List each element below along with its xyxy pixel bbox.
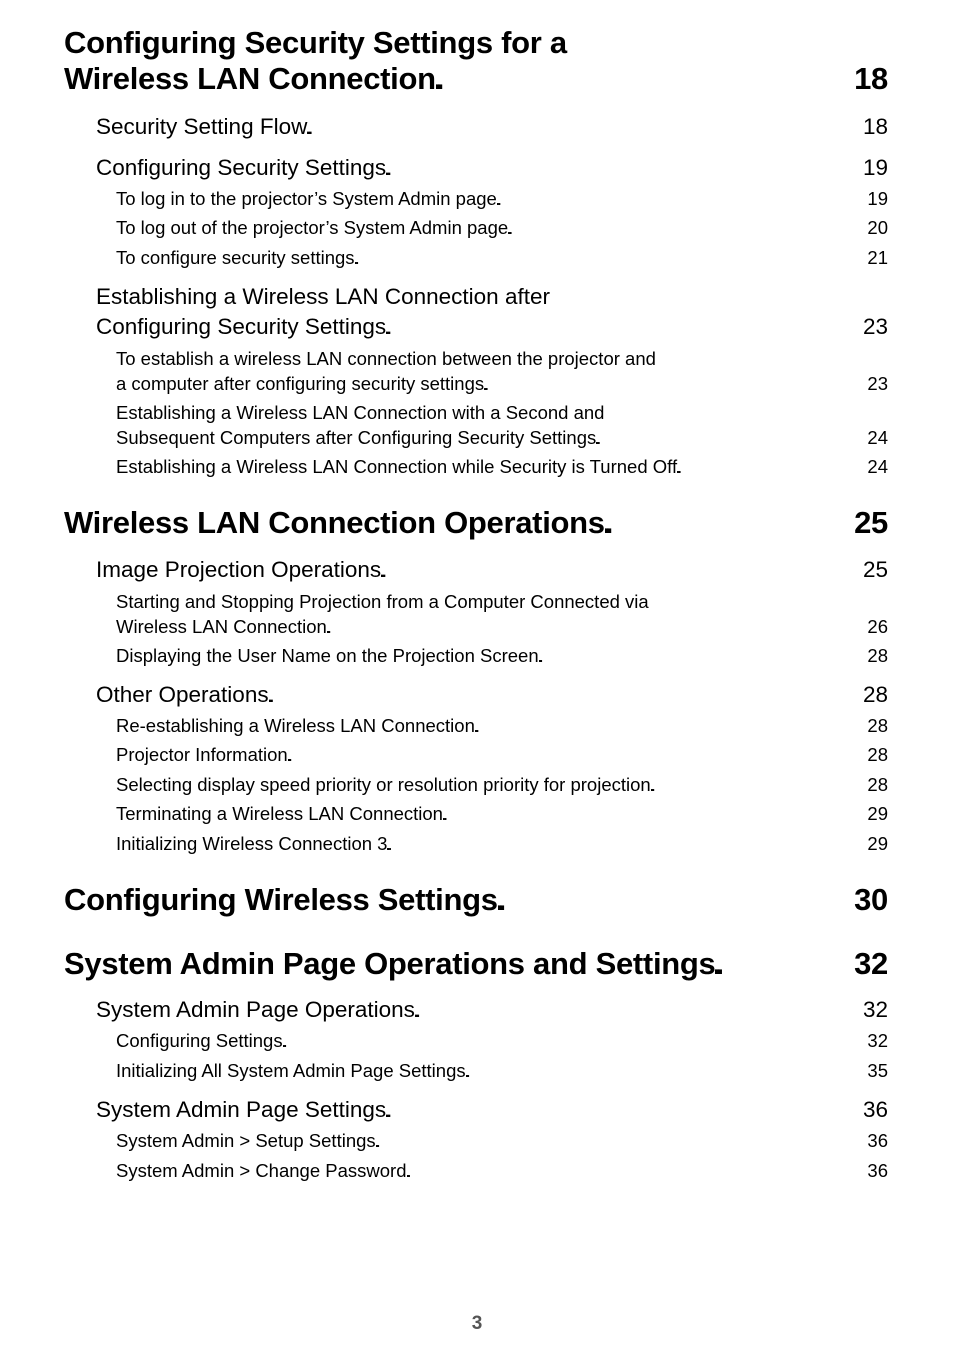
toc-entry-page: 28 xyxy=(867,715,888,736)
toc-entry-page: 32 xyxy=(854,946,888,981)
dot-leader xyxy=(381,555,863,585)
toc-entry-page: 18 xyxy=(854,61,888,96)
toc-entry-title: Security Setting Flow xyxy=(96,114,308,139)
toc-entry-level-3[interactable] xyxy=(116,1058,888,1083)
toc-entry-level-3[interactable] xyxy=(116,772,888,797)
toc-entry-title: Wireless LAN Connection Operations xyxy=(64,505,605,540)
toc-entry-title: Starting and Stopping Projection from a Computer Connected via xyxy=(116,591,649,612)
toc-entry-title: To log in to the projector’s System Admin page xyxy=(116,188,497,209)
toc-entry-level-3[interactable] xyxy=(116,400,888,450)
toc-entry-title: To log out of the projector’s System Admin page xyxy=(116,217,509,238)
dot-leader xyxy=(651,772,865,797)
dot-leader xyxy=(677,454,864,479)
toc-entry-level-3[interactable] xyxy=(116,713,888,738)
toc-entry-title: Terminating a Wireless LAN Connection xyxy=(116,803,443,824)
toc-entry-page: 28 xyxy=(867,645,888,666)
toc-entry-page: 21 xyxy=(867,247,888,268)
toc-entry-page: 28 xyxy=(867,774,888,795)
toc-entry-level-1[interactable] xyxy=(64,25,888,97)
toc-entry-title: Configuring Security Settings for a xyxy=(64,25,567,60)
toc-entry-level-3[interactable] xyxy=(116,186,888,211)
toc-entry-page: 28 xyxy=(862,682,888,707)
toc-entry-title: Establishing a Wireless LAN Connection after xyxy=(96,284,550,309)
toc-entry-level-1[interactable] xyxy=(64,505,888,541)
toc-entry-page: 23 xyxy=(862,314,888,339)
toc-entry-page: 24 xyxy=(867,456,888,477)
toc-entry-title: System Admin > Change Password xyxy=(116,1160,407,1181)
toc-entry-level-2[interactable] xyxy=(96,112,888,142)
dot-leader xyxy=(387,831,864,856)
dot-leader xyxy=(498,882,848,918)
toc-entry-level-3[interactable] xyxy=(116,831,888,856)
toc-entry-title: Wireless LAN Connection xyxy=(116,616,327,637)
toc-entry-title: Initializing Wireless Connection 3 xyxy=(116,833,388,854)
toc-entry-title: System Admin Page Operations and Settings xyxy=(64,946,716,981)
toc-entry-title: Initializing All System Admin Page Settings xyxy=(116,1060,466,1081)
toc-entry-title: Configuring Security Settings xyxy=(96,155,387,180)
toc-entry-title: System Admin Page Operations xyxy=(96,997,415,1022)
dot-leader xyxy=(283,1028,865,1053)
dot-leader xyxy=(497,186,865,211)
toc-entry-title: Configuring Wireless Settings xyxy=(64,882,498,917)
toc-entry-title: To configure security settings xyxy=(116,247,355,268)
toc-entry-title: System Admin Page Settings xyxy=(96,1097,387,1122)
page-number: 3 xyxy=(471,1313,483,1334)
toc-entry-title: Displaying the User Name on the Projection Screen xyxy=(116,645,539,666)
toc-entry-title: Other Operations xyxy=(96,682,269,707)
toc-entry-page: 19 xyxy=(867,188,888,209)
toc-entry-level-3[interactable] xyxy=(116,801,888,826)
toc-entry-title: Configuring Security Settings xyxy=(96,314,387,339)
toc-entry-title: Configuring Settings xyxy=(116,1030,283,1051)
toc-entry-level-2[interactable] xyxy=(96,1095,888,1125)
dot-leader xyxy=(475,713,865,738)
toc-entry-level-3[interactable] xyxy=(116,346,888,396)
dot-leader xyxy=(436,61,848,97)
toc-entry-level-3[interactable] xyxy=(116,1158,888,1183)
toc-entry-title: To establish a wireless LAN connection between the projector and xyxy=(116,348,656,369)
dot-leader xyxy=(307,112,863,142)
toc-entry-level-3[interactable] xyxy=(116,589,888,639)
toc-entry-title: System Admin > Setup Settings xyxy=(116,1130,376,1151)
dot-leader xyxy=(376,1128,865,1153)
toc-entry-level-3[interactable] xyxy=(116,245,888,270)
dot-leader xyxy=(596,425,864,450)
toc-entry-page: 28 xyxy=(867,744,888,765)
toc-entry-level-3[interactable] xyxy=(116,1128,888,1153)
dot-leader xyxy=(443,801,864,826)
toc-entry-page: 20 xyxy=(867,217,888,238)
toc-entry-level-2[interactable] xyxy=(96,680,888,710)
toc-entry-title: Establishing a Wireless LAN Connection with a Second and xyxy=(116,402,605,423)
dot-leader xyxy=(386,153,863,183)
toc-entry-title: Selecting display speed priority or resolution priority for projection xyxy=(116,774,651,795)
dot-leader xyxy=(466,1058,865,1083)
dot-leader xyxy=(386,1095,863,1125)
toc-entry-page: 35 xyxy=(867,1060,888,1081)
toc-entry-page: 25 xyxy=(854,505,888,540)
toc-entry-title: Subsequent Computers after Configuring Security Settings xyxy=(116,427,597,448)
toc-entry-page: 19 xyxy=(862,155,888,180)
toc-entry-level-3[interactable] xyxy=(116,215,888,240)
dot-leader xyxy=(539,643,865,668)
toc-entry-level-2[interactable] xyxy=(96,995,888,1025)
toc-entry-page: 30 xyxy=(854,882,888,917)
toc-entry-level-2[interactable] xyxy=(96,555,888,585)
toc-entry-title: Re-establishing a Wireless LAN Connection xyxy=(116,715,475,736)
dot-leader xyxy=(386,312,863,342)
toc-entry-page: 32 xyxy=(862,997,888,1022)
dot-leader xyxy=(508,215,864,240)
toc-entry-level-3[interactable] xyxy=(116,643,888,668)
dot-leader xyxy=(415,995,863,1025)
toc-entry-page: 25 xyxy=(862,557,888,582)
toc-entry-page: 36 xyxy=(867,1160,888,1181)
toc-entry-title: Image Projection Operations xyxy=(96,557,382,582)
dot-leader xyxy=(484,371,864,396)
toc-entry-page: 23 xyxy=(867,373,888,394)
toc-entry-page: 32 xyxy=(867,1030,888,1051)
toc-entry-page: 18 xyxy=(862,114,888,139)
toc-entry-page: 24 xyxy=(867,427,888,448)
dot-leader xyxy=(407,1158,865,1183)
toc-entry-level-2[interactable] xyxy=(96,153,888,183)
dot-leader xyxy=(327,614,865,639)
toc-entry-title: Establishing a Wireless LAN Connection while Security is Turned Off xyxy=(116,456,678,477)
toc-entry-level-1[interactable] xyxy=(64,882,888,918)
toc-entry-level-2[interactable] xyxy=(96,282,888,342)
dot-leader xyxy=(355,245,865,270)
toc-entry-level-1[interactable] xyxy=(64,946,888,982)
toc-entry-title: a computer after configuring security settings xyxy=(116,373,485,394)
dot-leader xyxy=(715,946,848,982)
toc-entry-page: 29 xyxy=(867,803,888,824)
toc-entry-page: 36 xyxy=(862,1097,888,1122)
toc-entry-level-3[interactable] xyxy=(116,454,888,479)
toc-entry-level-3[interactable] xyxy=(116,742,888,767)
toc-entry-page: 29 xyxy=(867,833,888,854)
dot-leader xyxy=(288,742,865,767)
toc-entry-title: Wireless LAN Connection xyxy=(64,61,436,96)
toc-entry-page: 26 xyxy=(867,616,888,637)
toc-entry-title: Projector Information xyxy=(116,744,288,765)
toc-entry-level-3[interactable] xyxy=(116,1028,888,1053)
dot-leader xyxy=(605,505,848,541)
toc-entry-page: 36 xyxy=(867,1130,888,1151)
dot-leader xyxy=(269,680,863,710)
